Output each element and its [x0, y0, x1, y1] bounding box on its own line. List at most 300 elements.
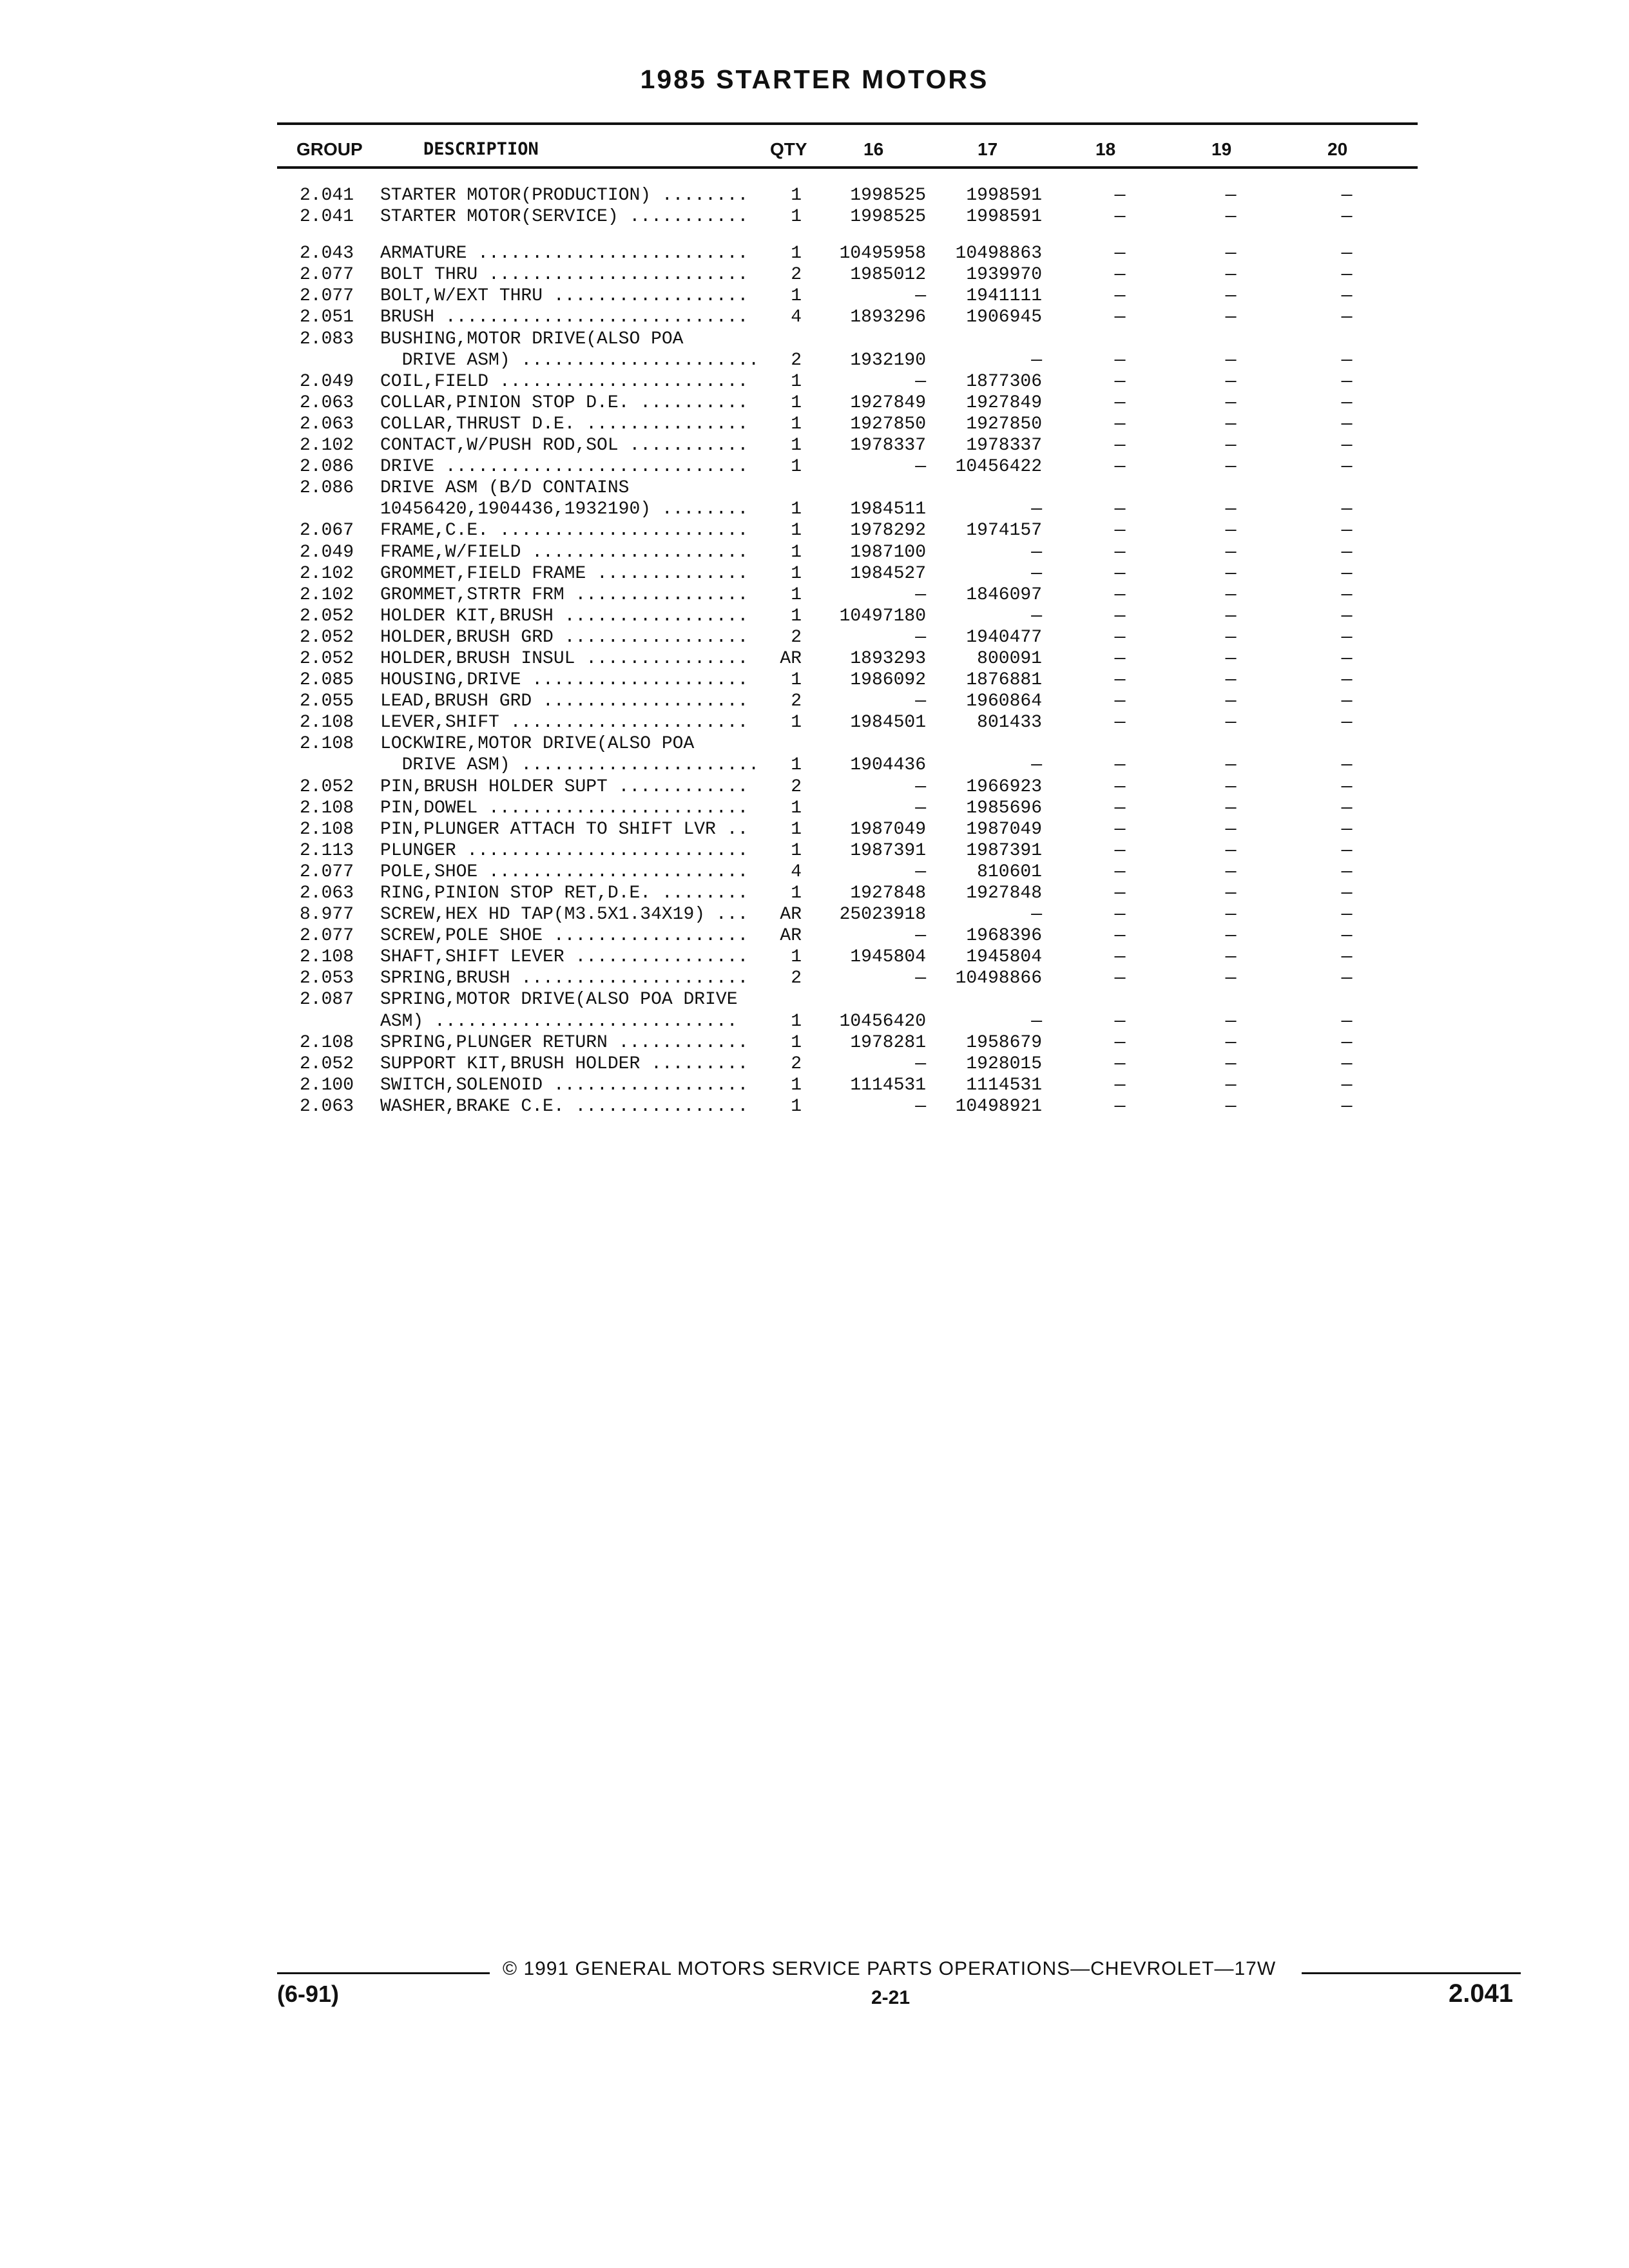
description-cell: LOCKWIRE,MOTOR DRIVE(ALSO POA	[380, 734, 695, 754]
part-18-cell: —	[1114, 648, 1126, 669]
col-16-header: 16	[863, 139, 884, 159]
part-19-cell: —	[1225, 499, 1237, 520]
part-17-cell: 1940477	[966, 627, 1042, 648]
part-16-cell: 1893296	[850, 307, 926, 328]
part-20-cell: —	[1341, 627, 1353, 648]
description-cell: PIN,BRUSH HOLDER SUPT ............	[380, 776, 749, 797]
part-19-cell: —	[1225, 307, 1237, 328]
part-18-cell: —	[1114, 926, 1126, 947]
part-20-cell: —	[1341, 1096, 1353, 1117]
qty-cell: 1	[791, 670, 802, 691]
part-18-cell: —	[1114, 436, 1126, 456]
table-row	[0, 563, 1629, 584]
part-18-cell: —	[1114, 307, 1126, 328]
part-17-cell: —	[1031, 905, 1042, 925]
qty-cell: 1	[791, 1075, 802, 1095]
part-17-cell: 1114531	[966, 1075, 1042, 1095]
group-cell: 2.108	[300, 1032, 354, 1053]
description-cell: SPRING,BRUSH .....................	[380, 968, 749, 989]
part-20-cell: —	[1341, 265, 1353, 285]
part-20-cell: —	[1341, 371, 1353, 392]
group-cell: 2.087	[300, 990, 354, 1010]
part-16-cell: —	[915, 1053, 926, 1074]
part-17-cell: 1945804	[966, 947, 1042, 968]
group-cell: 2.049	[300, 542, 354, 562]
part-17-cell: —	[1031, 350, 1042, 370]
table-row	[0, 1096, 1629, 1117]
description-cell: CONTACT,W/PUSH ROD,SOL ...........	[380, 436, 749, 456]
part-17-cell: 10498866	[955, 968, 1042, 989]
qty-cell: 1	[791, 436, 802, 456]
table-row	[0, 206, 1629, 227]
part-19-cell: —	[1225, 1011, 1237, 1032]
part-19-cell: —	[1225, 861, 1237, 882]
description-column-header: DESCRIPTION	[423, 139, 539, 159]
table-row	[0, 542, 1629, 563]
table-row	[0, 1053, 1629, 1075]
qty-cell: 1	[791, 207, 802, 227]
part-19-cell: —	[1225, 1032, 1237, 1053]
part-17-cell: 1987391	[966, 840, 1042, 861]
part-19-cell: —	[1225, 670, 1237, 691]
col-17-header: 17	[978, 139, 998, 159]
parts-table	[0, 185, 1629, 1117]
part-18-cell: —	[1114, 776, 1126, 797]
part-16-cell: 1984501	[850, 713, 926, 733]
group-cell: 2.085	[300, 670, 354, 691]
table-row	[0, 819, 1629, 840]
part-20-cell: —	[1341, 798, 1353, 818]
qty-cell: 1	[791, 457, 802, 477]
part-19-cell: —	[1225, 1075, 1237, 1095]
table-row	[0, 733, 1629, 754]
page-title: 1985 STARTER MOTORS	[640, 64, 989, 94]
part-20-cell: —	[1341, 968, 1353, 989]
part-19-cell: —	[1225, 542, 1237, 562]
group-cell: 2.108	[300, 734, 354, 754]
group-cell: 2.063	[300, 414, 354, 434]
part-20-cell: —	[1341, 755, 1353, 776]
part-18-cell: —	[1114, 286, 1126, 307]
part-20-cell: —	[1341, 499, 1353, 520]
part-16-cell: 1987049	[850, 819, 926, 840]
table-row	[0, 264, 1629, 285]
group-cell: 2.108	[300, 713, 354, 733]
table-row	[0, 520, 1629, 541]
part-20-cell: —	[1341, 307, 1353, 328]
part-18-cell: —	[1114, 1096, 1126, 1117]
part-16-cell: —	[915, 776, 926, 797]
group-cell: 2.052	[300, 648, 354, 669]
description-cell: FRAME,C.E. .......................	[380, 521, 749, 541]
part-18-cell: —	[1114, 819, 1126, 840]
part-20-cell: —	[1341, 776, 1353, 797]
table-row	[0, 606, 1629, 627]
description-cell: SUPPORT KIT,BRUSH HOLDER .........	[380, 1053, 749, 1074]
part-20-cell: —	[1341, 584, 1353, 605]
qty-cell: 1	[791, 798, 802, 818]
part-20-cell: —	[1341, 244, 1353, 264]
part-18-cell: —	[1114, 1075, 1126, 1095]
qty-cell: 4	[791, 307, 802, 328]
part-18-cell: —	[1114, 883, 1126, 903]
group-cell: 2.108	[300, 819, 354, 840]
description-cell: ASM) ............................	[380, 1011, 738, 1032]
part-19-cell: —	[1225, 207, 1237, 227]
part-17-cell: 1877306	[966, 371, 1042, 392]
page-number: 2-21	[871, 1987, 911, 2008]
table-row	[0, 1011, 1629, 1032]
part-20-cell: —	[1341, 905, 1353, 925]
part-20-cell: —	[1341, 1032, 1353, 1053]
qty-cell: 1	[791, 947, 802, 968]
part-19-cell: —	[1225, 798, 1237, 818]
part-19-cell: —	[1225, 819, 1237, 840]
part-19-cell: —	[1225, 371, 1237, 392]
part-19-cell: —	[1225, 713, 1237, 733]
qty-cell: 1	[791, 371, 802, 392]
table-row	[0, 329, 1629, 350]
part-16-cell: —	[915, 798, 926, 818]
part-16-cell: —	[915, 926, 926, 947]
part-19-cell: —	[1225, 905, 1237, 925]
part-16-cell: 1978337	[850, 436, 926, 456]
group-cell: 2.055	[300, 691, 354, 712]
part-16-cell: 1893293	[850, 648, 926, 669]
description-cell: COIL,FIELD .......................	[380, 371, 749, 392]
part-19-cell: —	[1225, 436, 1237, 456]
description-cell: DRIVE ............................	[380, 457, 749, 477]
part-20-cell: —	[1341, 563, 1353, 584]
part-19-cell: —	[1225, 186, 1237, 206]
description-cell: COLLAR,THRUST D.E. ...............	[380, 414, 749, 434]
part-17-cell: 1968396	[966, 926, 1042, 947]
part-17-cell: 1998591	[966, 207, 1042, 227]
description-cell: WASHER,BRAKE C.E. ................	[380, 1096, 749, 1117]
part-18-cell: —	[1114, 1032, 1126, 1053]
description-cell: DRIVE ASM (B/D CONTAINS	[380, 478, 630, 499]
table-row	[0, 285, 1629, 307]
part-16-cell: —	[915, 457, 926, 477]
part-16-cell: 1984527	[850, 563, 926, 584]
description-cell: GROMMET,STRTR FRM ................	[380, 584, 749, 605]
part-19-cell: —	[1225, 627, 1237, 648]
part-16-cell: —	[915, 968, 926, 989]
part-17-cell: —	[1031, 1011, 1042, 1032]
row-spacer	[0, 227, 1629, 243]
table-row	[0, 669, 1629, 691]
group-cell: 2.067	[300, 521, 354, 541]
description-cell: LEAD,BRUSH GRD ...................	[380, 691, 749, 712]
table-row	[0, 1032, 1629, 1053]
part-18-cell: —	[1114, 947, 1126, 968]
description-cell: SPRING,PLUNGER RETURN ............	[380, 1032, 749, 1053]
part-18-cell: —	[1114, 207, 1126, 227]
group-cell: 2.077	[300, 265, 354, 285]
part-20-cell: —	[1341, 436, 1353, 456]
section-number: 2.041	[1449, 1979, 1514, 2008]
group-cell: 2.108	[300, 947, 354, 968]
description-cell: HOLDER,BRUSH INSUL ...............	[380, 648, 749, 669]
part-20-cell: —	[1341, 1075, 1353, 1095]
qty-cell: 1	[791, 1096, 802, 1117]
description-cell: BOLT,W/EXT THRU ..................	[380, 286, 749, 307]
table-row	[0, 392, 1629, 414]
qty-cell: 1	[791, 186, 802, 206]
description-cell: SPRING,MOTOR DRIVE(ALSO POA DRIVE	[380, 990, 738, 1010]
part-18-cell: —	[1114, 414, 1126, 434]
part-17-cell: —	[1031, 755, 1042, 776]
part-16-cell: 1114531	[850, 1075, 926, 1095]
part-20-cell: —	[1341, 1011, 1353, 1032]
part-16-cell: 1985012	[850, 265, 926, 285]
qty-cell: 2	[791, 350, 802, 370]
part-16-cell: —	[915, 1096, 926, 1117]
part-19-cell: —	[1225, 457, 1237, 477]
group-cell: 2.053	[300, 968, 354, 989]
description-cell: SHAFT,SHIFT LEVER ................	[380, 947, 749, 968]
group-cell: 2.052	[300, 606, 354, 626]
qty-cell: 2	[791, 1053, 802, 1074]
part-19-cell: —	[1225, 968, 1237, 989]
qty-cell: 2	[791, 627, 802, 648]
part-20-cell: —	[1341, 350, 1353, 370]
part-18-cell: —	[1114, 457, 1126, 477]
qty-cell: 1	[791, 883, 802, 903]
part-18-cell: —	[1114, 713, 1126, 733]
table-row	[0, 947, 1629, 968]
qty-cell: 1	[791, 606, 802, 626]
part-20-cell: —	[1341, 713, 1353, 733]
table-row	[0, 648, 1629, 669]
part-19-cell: —	[1225, 1053, 1237, 1074]
part-19-cell: —	[1225, 521, 1237, 541]
table-row	[0, 307, 1629, 328]
header-rule	[277, 166, 1418, 169]
part-16-cell: 1945804	[850, 947, 926, 968]
part-16-cell: —	[915, 861, 926, 882]
description-cell: DRIVE ASM) ......................	[380, 755, 760, 776]
part-18-cell: —	[1114, 905, 1126, 925]
part-17-cell: 801433	[977, 713, 1042, 733]
description-cell: HOUSING,DRIVE ....................	[380, 670, 749, 691]
qty-cell: 2	[791, 968, 802, 989]
col-18-header: 18	[1095, 139, 1116, 159]
qty-cell: 1	[791, 286, 802, 307]
part-19-cell: —	[1225, 584, 1237, 605]
qty-cell: 2	[791, 691, 802, 712]
part-16-cell: —	[915, 627, 926, 648]
description-cell: RING,PINION STOP RET,D.E. ........	[380, 883, 749, 903]
table-row	[0, 925, 1629, 947]
part-18-cell: —	[1114, 840, 1126, 861]
part-19-cell: —	[1225, 265, 1237, 285]
part-16-cell: 10497180	[839, 606, 926, 626]
part-18-cell: —	[1114, 1053, 1126, 1074]
part-17-cell: 800091	[977, 648, 1042, 669]
part-17-cell: 10498863	[955, 244, 1042, 264]
qty-cell: 1	[791, 244, 802, 264]
part-17-cell: 1998591	[966, 186, 1042, 206]
description-cell: ARMATURE .........................	[380, 244, 749, 264]
table-row	[0, 414, 1629, 435]
group-cell: 2.077	[300, 861, 354, 882]
group-cell: 2.077	[300, 286, 354, 307]
part-20-cell: —	[1341, 691, 1353, 712]
table-row	[0, 989, 1629, 1010]
description-cell: FRAME,W/FIELD ....................	[380, 542, 749, 562]
part-16-cell: —	[915, 286, 926, 307]
description-cell: LEVER,SHIFT ......................	[380, 713, 749, 733]
part-18-cell: —	[1114, 798, 1126, 818]
part-18-cell: —	[1114, 542, 1126, 562]
part-17-cell: 1978337	[966, 436, 1042, 456]
part-19-cell: —	[1225, 840, 1237, 861]
part-19-cell: —	[1225, 755, 1237, 776]
description-cell: 10456420,1904436,1932190) ........	[380, 499, 749, 520]
part-16-cell: 1932190	[850, 350, 926, 370]
group-cell: 2.063	[300, 1096, 354, 1117]
table-row	[0, 904, 1629, 925]
part-18-cell: —	[1114, 563, 1126, 584]
group-cell: 2.063	[300, 883, 354, 903]
qty-cell: 1	[791, 414, 802, 434]
part-16-cell: 10456420	[839, 1011, 926, 1032]
part-20-cell: —	[1341, 883, 1353, 903]
qty-cell: 1	[791, 499, 802, 520]
part-16-cell: —	[915, 584, 926, 605]
qty-cell: 1	[791, 819, 802, 840]
qty-cell: AR	[780, 905, 802, 925]
part-17-cell: 1985696	[966, 798, 1042, 818]
part-20-cell: —	[1341, 414, 1353, 434]
part-18-cell: —	[1114, 968, 1126, 989]
part-16-cell: 1987100	[850, 542, 926, 562]
part-17-cell: —	[1031, 542, 1042, 562]
qty-cell: 2	[791, 265, 802, 285]
part-16-cell: 1927849	[850, 392, 926, 413]
footer-rule-left	[277, 1972, 490, 1974]
part-20-cell: —	[1341, 392, 1353, 413]
group-cell: 2.051	[300, 307, 354, 328]
part-20-cell: —	[1341, 542, 1353, 562]
qty-cell: 1	[791, 755, 802, 776]
qty-cell: 1	[791, 1032, 802, 1053]
part-20-cell: —	[1341, 207, 1353, 227]
qty-cell: AR	[780, 926, 802, 947]
description-cell: SCREW,POLE SHOE ..................	[380, 926, 749, 947]
part-16-cell: 1927848	[850, 883, 926, 903]
part-18-cell: —	[1114, 350, 1126, 370]
part-20-cell: —	[1341, 947, 1353, 968]
part-19-cell: —	[1225, 392, 1237, 413]
part-16-cell: 1984511	[850, 499, 926, 520]
part-16-cell: —	[915, 371, 926, 392]
part-18-cell: —	[1114, 670, 1126, 691]
group-cell: 2.102	[300, 584, 354, 605]
table-row	[0, 350, 1629, 371]
part-17-cell: 1927850	[966, 414, 1042, 434]
qty-cell: 1	[791, 563, 802, 584]
part-17-cell: 1876881	[966, 670, 1042, 691]
part-18-cell: —	[1114, 861, 1126, 882]
part-17-cell: —	[1031, 606, 1042, 626]
part-20-cell: —	[1341, 648, 1353, 669]
table-row	[0, 861, 1629, 883]
part-17-cell: 1960864	[966, 691, 1042, 712]
group-cell: 2.052	[300, 776, 354, 797]
part-16-cell: 1978292	[850, 521, 926, 541]
part-19-cell: —	[1225, 606, 1237, 626]
part-20-cell: —	[1341, 840, 1353, 861]
part-20-cell: —	[1341, 286, 1353, 307]
part-16-cell: 1998525	[850, 186, 926, 206]
qty-cell: 1	[791, 584, 802, 605]
description-cell: BUSHING,MOTOR DRIVE(ALSO POA	[380, 329, 684, 349]
table-row	[0, 776, 1629, 798]
part-17-cell: 10456422	[955, 457, 1042, 477]
part-17-cell: 1941111	[966, 286, 1042, 307]
group-cell: 2.102	[300, 436, 354, 456]
part-18-cell: —	[1114, 1011, 1126, 1032]
part-16-cell: 1904436	[850, 755, 926, 776]
table-row	[0, 840, 1629, 861]
part-20-cell: —	[1341, 606, 1353, 626]
table-row	[0, 243, 1629, 264]
description-cell: BOLT THRU ........................	[380, 265, 749, 285]
table-row	[0, 691, 1629, 712]
part-17-cell: 1927849	[966, 392, 1042, 413]
date-code: (6-91)	[277, 1981, 340, 2007]
part-19-cell: —	[1225, 926, 1237, 947]
table-row	[0, 435, 1629, 456]
part-20-cell: —	[1341, 186, 1353, 206]
part-17-cell: 1927848	[966, 883, 1042, 903]
table-row	[0, 477, 1629, 499]
part-18-cell: —	[1114, 521, 1126, 541]
group-cell: 2.108	[300, 798, 354, 818]
group-cell: 2.077	[300, 926, 354, 947]
part-18-cell: —	[1114, 392, 1126, 413]
part-16-cell: 25023918	[839, 905, 926, 925]
part-17-cell: 1906945	[966, 307, 1042, 328]
part-18-cell: —	[1114, 499, 1126, 520]
table-row	[0, 712, 1629, 733]
part-19-cell: —	[1225, 1096, 1237, 1117]
table-row	[0, 371, 1629, 392]
qty-cell: 1	[791, 521, 802, 541]
part-17-cell: —	[1031, 563, 1042, 584]
description-cell: PLUNGER ..........................	[380, 840, 749, 861]
part-17-cell: 1987049	[966, 819, 1042, 840]
part-18-cell: —	[1114, 584, 1126, 605]
group-cell: 2.041	[300, 207, 354, 227]
table-row	[0, 754, 1629, 776]
table-row	[0, 1075, 1629, 1096]
table-row	[0, 499, 1629, 520]
group-cell: 2.100	[300, 1075, 354, 1095]
part-20-cell: —	[1341, 521, 1353, 541]
part-19-cell: —	[1225, 244, 1237, 264]
part-17-cell: 1958679	[966, 1032, 1042, 1053]
qty-column-header: QTY	[770, 139, 807, 159]
part-17-cell: —	[1031, 499, 1042, 520]
group-cell: 8.977	[300, 905, 354, 925]
part-19-cell: —	[1225, 563, 1237, 584]
footer-rule-right	[1302, 1972, 1521, 1974]
part-16-cell: 1987391	[850, 840, 926, 861]
part-16-cell: 10495958	[839, 244, 926, 264]
